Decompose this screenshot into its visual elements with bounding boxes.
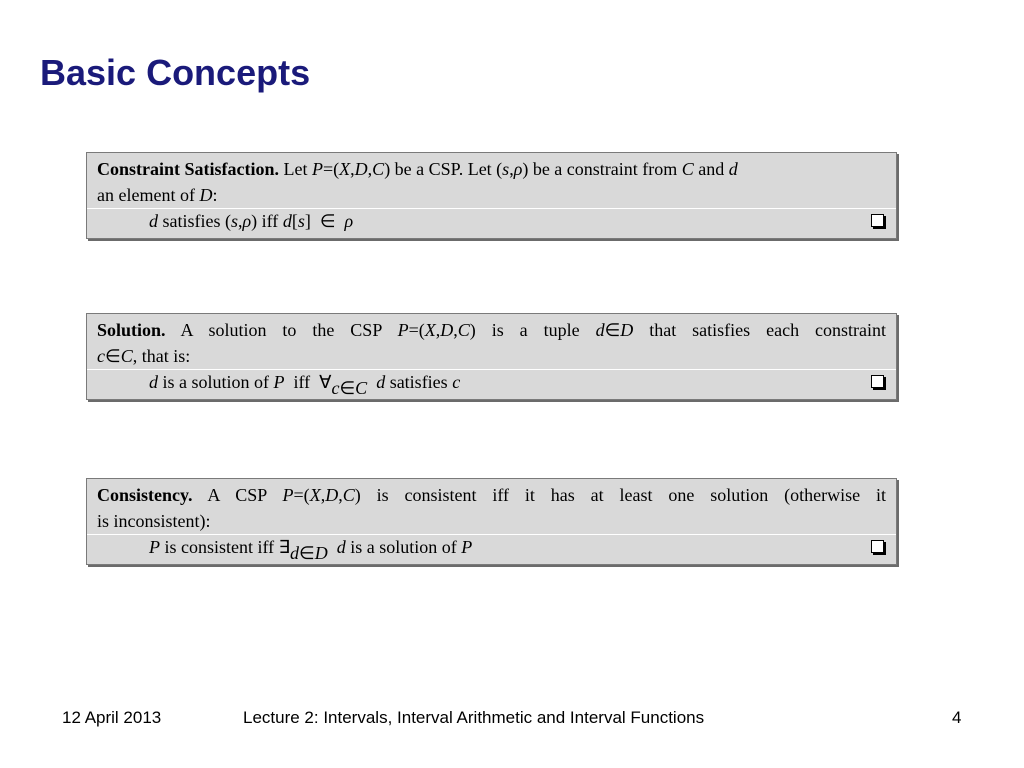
- divider: [87, 369, 896, 370]
- definition-heading: Solution.: [97, 320, 166, 340]
- divider: [87, 208, 896, 209]
- definition-formula: d is a solution of P iff ∀c∈C d satisfies c: [97, 369, 886, 395]
- definition-line-2: c∈C, that is:: [97, 346, 191, 366]
- slide-title: Basic Concepts: [40, 52, 311, 93]
- definition-line-1: Consistency. A CSP P=(X,D,C) is consistent iff it has at least one solution (otherwise it: [97, 485, 886, 505]
- definition-box-constraint-satisfaction: [86, 152, 897, 239]
- definition-box-solution: [86, 313, 897, 400]
- definition-formula: d satisfies (s,ρ) iff d[s] ∈ ρ: [97, 208, 886, 234]
- footer-date: 12 April 2013: [62, 708, 162, 727]
- definition-line-1: Solution. A solution to the CSP P=(X,D,C) is a tuple d∈D that satisfies each constraint: [97, 320, 886, 340]
- footer-page-number: 4: [952, 708, 962, 727]
- divider: [87, 534, 896, 535]
- definition-line-2: an element of D:: [97, 185, 218, 205]
- definition-box-consistency: [86, 478, 897, 565]
- definition-heading: Constraint Satisfaction.: [97, 159, 280, 179]
- definition-line-2: is inconsistent):: [97, 511, 211, 531]
- qed-box-icon: [871, 214, 884, 227]
- qed-box-icon: [871, 540, 884, 553]
- definition-line-1: Constraint Satisfaction. Let P=(X,D,C) be a CSP. Let (s,ρ) be a constraint from C and d: [97, 159, 738, 179]
- definition-heading: Consistency.: [97, 485, 193, 505]
- qed-box-icon: [871, 375, 884, 388]
- footer-lecture-title: Lecture 2: Intervals, Interval Arithmetic and Interval Functions: [243, 708, 705, 727]
- definition-formula: P is consistent iff ∃d∈D d is a solution of P: [97, 534, 886, 560]
